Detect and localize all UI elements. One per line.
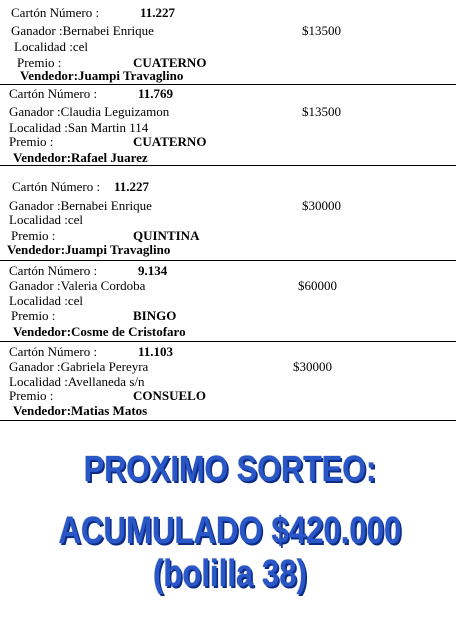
ganador: Ganador :Bernabei Enrique	[9, 198, 152, 213]
carton-label: Cartón Número :	[9, 86, 98, 101]
ganador: Ganador :Bernabei Enrique	[11, 23, 154, 38]
vendedor: Vendedor:Juampi Travaglino	[7, 242, 171, 257]
premio-label: Premio :	[9, 388, 54, 403]
winner-entry-3	[0, 165, 456, 261]
localidad: Localidad :cel	[14, 39, 88, 54]
next-draw-banner: PROXIMO SORTEO:	[83, 448, 377, 489]
localidad: Localidad :San Martin 114	[9, 120, 149, 135]
amount: $13500	[302, 23, 341, 38]
amount: $30000	[302, 198, 341, 213]
ganador: Ganador :Gabriela Pereyra	[9, 359, 149, 374]
premio-label: Premio :	[17, 55, 62, 70]
carton-label: Cartón Número :	[12, 179, 101, 194]
premio: CONSUELO	[133, 388, 206, 403]
ganador: Ganador :Claudia Leguizamon	[9, 104, 170, 119]
amount: $60000	[298, 278, 337, 293]
accumulated-jackpot-banner: ACUMULADO $420.000 (bolilla 38)	[58, 510, 402, 595]
premio: BINGO	[133, 308, 177, 323]
vendedor: Vendedor:Rafael Juarez	[13, 150, 148, 165]
vendedor: Vendedor:Matias Matos	[13, 403, 148, 418]
premio-label: Premio :	[9, 134, 54, 149]
vendedor: Vendedor:Juampi Travaglino	[20, 68, 184, 83]
winner-entry-5	[0, 341, 456, 421]
carton-label: Cartón Número :	[11, 5, 100, 20]
carton-number: 11.769	[138, 86, 174, 101]
carton-number: 11.227	[114, 179, 150, 194]
carton-label: Cartón Número :	[9, 263, 98, 278]
localidad: Localidad :Avellaneda s/n	[9, 374, 145, 389]
winner-entry-4	[0, 260, 456, 342]
premio-label: Premio :	[11, 308, 56, 323]
carton-number: 9.134	[138, 263, 168, 278]
amount: $30000	[293, 359, 332, 374]
premio: CUATERNO	[133, 134, 207, 149]
carton-number: 11.227	[140, 5, 176, 20]
amount: $13500	[302, 104, 341, 119]
localidad: Localidad :cel	[9, 293, 83, 308]
carton-number: 11.103	[138, 344, 174, 359]
vendedor: Vendedor:Cosme de Cristofaro	[13, 324, 186, 339]
premio-label: Premio :	[11, 228, 56, 243]
premio: QUINTINA	[133, 228, 200, 243]
winner-entry-2	[0, 84, 456, 166]
premio: CUATERNO	[133, 55, 207, 70]
carton-label: Cartón Número :	[9, 344, 98, 359]
ganador: Ganador :Valeria Cordoba	[9, 278, 146, 293]
localidad: Localidad :cel	[9, 212, 83, 227]
winner-entry-1	[0, 0, 456, 85]
